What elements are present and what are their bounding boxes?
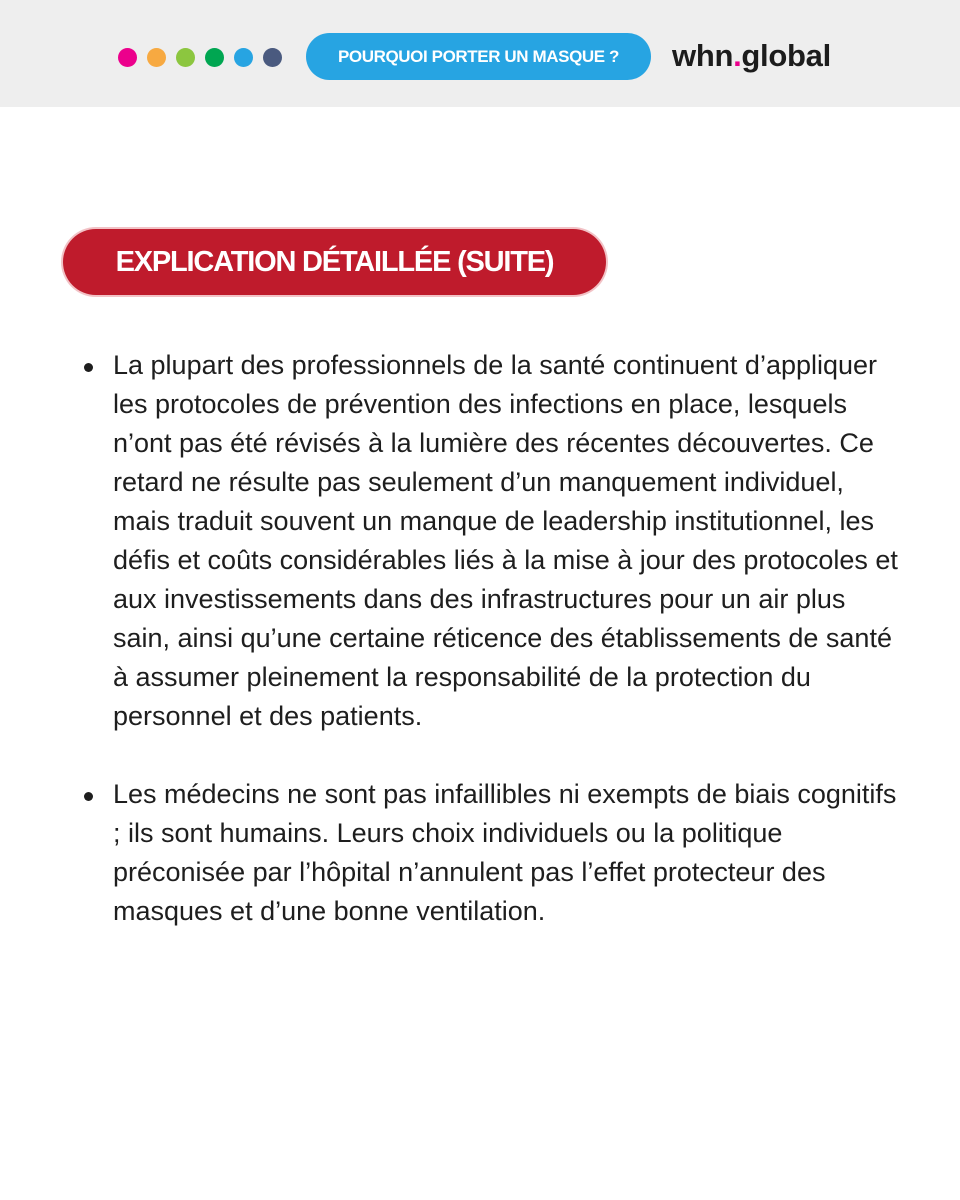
brand-logo — [672, 36, 831, 76]
topic-pill: POURQUOI PORTER UN MASQUE ? — [306, 33, 651, 80]
section-title-badge: EXPLICATION DÉTAILLÉE (SUITE) — [63, 229, 606, 295]
color-dot — [118, 48, 137, 67]
bullet-icon — [84, 363, 93, 372]
brand-prefix: whn — [672, 38, 734, 73]
brand-dot: . — [733, 38, 742, 73]
color-dot — [234, 48, 253, 67]
bullet-icon — [84, 792, 93, 801]
list-item — [80, 775, 900, 931]
bullet-text: La plupart des professionnels de la santé continuent d’appliquer les protocoles de prévention des infections en place, lesquels n’ont pas été révisés à la lumière des récentes découvertes. Ce retard ne résulte pas seulement d’un manquement individuel, mais traduit souvent un manque de leadership institutionnel, les défis et coûts considérables liés à la mise à jour des protocoles et aux investissements dans des infrastructures pour un air plus sain, ainsi qu’une certaine réticence des établissements de santé à assumer pleinement la responsabilité de la protection du personnel et des patients. — [113, 350, 898, 731]
brand-suffix: global — [741, 38, 831, 73]
color-dot — [263, 48, 282, 67]
bullet-text: Les médecins ne sont pas infaillibles ni exempts de biais cognitifs ; ils sont humains. Leurs choix individuels ou la politique préconisée par l’hôpital n’annulent pas l’effet protecteur des masques et d’une bonne ventilation. — [113, 779, 897, 926]
bullet-list — [80, 346, 900, 931]
color-dot — [205, 48, 224, 67]
header-bar — [0, 0, 960, 107]
list-item — [80, 346, 900, 736]
color-dots — [118, 48, 282, 67]
color-dot — [147, 48, 166, 67]
color-dot — [176, 48, 195, 67]
